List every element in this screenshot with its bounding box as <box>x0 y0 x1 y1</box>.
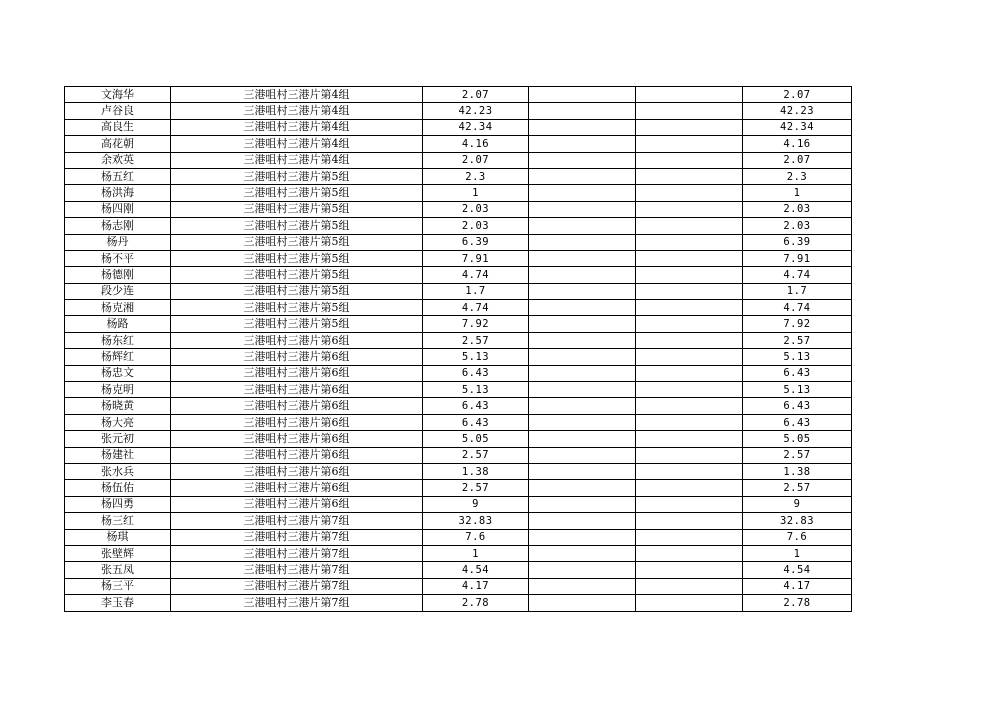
empty-cell <box>636 103 743 119</box>
area-cell: 5.13 <box>423 349 529 365</box>
location-cell: 三港咀村三港片第6组 <box>171 382 423 398</box>
location-cell: 三港咀村三港片第6组 <box>171 332 423 348</box>
table-row <box>65 103 852 119</box>
location-cell: 三港咀村三港片第7组 <box>171 562 423 578</box>
total-cell: 1.7 <box>743 283 852 299</box>
empty-cell <box>529 267 636 283</box>
table-row <box>65 300 852 316</box>
area-cell: 2.57 <box>423 480 529 496</box>
area-cell: 2.3 <box>423 168 529 184</box>
name-cell: 杨琪 <box>65 529 171 545</box>
table-row <box>65 595 852 611</box>
total-cell: 2.57 <box>743 332 852 348</box>
name-cell: 杨不平 <box>65 250 171 266</box>
name-cell: 高良生 <box>65 119 171 135</box>
name-cell: 卢谷良 <box>65 103 171 119</box>
location-cell: 三港咀村三港片第5组 <box>171 283 423 299</box>
total-cell: 4.16 <box>743 136 852 152</box>
empty-cell <box>529 349 636 365</box>
area-cell: 7.91 <box>423 250 529 266</box>
name-cell: 杨三平 <box>65 578 171 594</box>
total-cell: 6.39 <box>743 234 852 250</box>
total-cell: 2.07 <box>743 87 852 103</box>
area-cell: 4.74 <box>423 267 529 283</box>
table-row <box>65 119 852 135</box>
location-cell: 三港咀村三港片第6组 <box>171 480 423 496</box>
table-row <box>65 185 852 201</box>
empty-cell <box>529 250 636 266</box>
location-cell: 三港咀村三港片第6组 <box>171 463 423 479</box>
area-cell: 32.83 <box>423 513 529 529</box>
name-cell: 杨丹 <box>65 234 171 250</box>
empty-cell <box>529 513 636 529</box>
table-row <box>65 234 852 250</box>
empty-cell <box>636 250 743 266</box>
name-cell: 杨志刚 <box>65 218 171 234</box>
table-row <box>65 152 852 168</box>
total-cell: 5.05 <box>743 431 852 447</box>
table-row <box>65 316 852 332</box>
empty-cell <box>636 431 743 447</box>
empty-cell <box>529 234 636 250</box>
empty-cell <box>636 136 743 152</box>
name-cell: 杨大亮 <box>65 414 171 430</box>
total-cell: 6.43 <box>743 414 852 430</box>
location-cell: 三港咀村三港片第7组 <box>171 595 423 611</box>
table-row <box>65 447 852 463</box>
area-cell: 1.7 <box>423 283 529 299</box>
empty-cell <box>529 398 636 414</box>
table-row <box>65 218 852 234</box>
empty-cell <box>529 87 636 103</box>
total-cell: 42.23 <box>743 103 852 119</box>
area-cell: 2.57 <box>423 332 529 348</box>
empty-cell <box>636 185 743 201</box>
name-cell: 杨四勇 <box>65 496 171 512</box>
area-cell: 2.57 <box>423 447 529 463</box>
name-cell: 文海华 <box>65 87 171 103</box>
table-row <box>65 267 852 283</box>
name-cell: 杨路 <box>65 316 171 332</box>
area-cell: 42.34 <box>423 119 529 135</box>
empty-cell <box>636 562 743 578</box>
name-cell: 段少连 <box>65 283 171 299</box>
total-cell: 42.34 <box>743 119 852 135</box>
total-cell: 4.17 <box>743 578 852 594</box>
area-cell: 6.43 <box>423 398 529 414</box>
table-row <box>65 545 852 561</box>
empty-cell <box>636 87 743 103</box>
empty-cell <box>636 316 743 332</box>
empty-cell <box>636 382 743 398</box>
name-cell: 杨洪海 <box>65 185 171 201</box>
table-row <box>65 463 852 479</box>
empty-cell <box>529 562 636 578</box>
area-cell: 1 <box>423 545 529 561</box>
location-cell: 三港咀村三港片第6组 <box>171 349 423 365</box>
total-cell: 5.13 <box>743 349 852 365</box>
area-cell: 4.16 <box>423 136 529 152</box>
empty-cell <box>636 463 743 479</box>
empty-cell <box>529 332 636 348</box>
empty-cell <box>636 300 743 316</box>
name-cell: 杨克明 <box>65 382 171 398</box>
empty-cell <box>529 431 636 447</box>
table-row <box>65 201 852 217</box>
name-cell: 杨克湘 <box>65 300 171 316</box>
empty-cell <box>636 267 743 283</box>
empty-cell <box>529 414 636 430</box>
location-cell: 三港咀村三港片第6组 <box>171 414 423 430</box>
table-row <box>65 349 852 365</box>
area-cell: 1.38 <box>423 463 529 479</box>
name-cell: 张壁辉 <box>65 545 171 561</box>
location-cell: 三港咀村三港片第7组 <box>171 545 423 561</box>
area-cell: 2.03 <box>423 201 529 217</box>
area-cell: 2.07 <box>423 87 529 103</box>
area-cell: 42.23 <box>423 103 529 119</box>
empty-cell <box>636 480 743 496</box>
name-cell: 杨三红 <box>65 513 171 529</box>
table-body <box>65 87 852 612</box>
total-cell: 4.74 <box>743 300 852 316</box>
area-cell: 6.43 <box>423 414 529 430</box>
table-row <box>65 562 852 578</box>
area-cell: 7.92 <box>423 316 529 332</box>
total-cell: 9 <box>743 496 852 512</box>
empty-cell <box>636 595 743 611</box>
location-cell: 三港咀村三港片第7组 <box>171 578 423 594</box>
location-cell: 三港咀村三港片第7组 <box>171 513 423 529</box>
area-cell: 7.6 <box>423 529 529 545</box>
empty-cell <box>636 414 743 430</box>
empty-cell <box>636 119 743 135</box>
empty-cell <box>636 447 743 463</box>
empty-cell <box>636 349 743 365</box>
empty-cell <box>636 365 743 381</box>
name-cell: 张元初 <box>65 431 171 447</box>
empty-cell <box>529 185 636 201</box>
location-cell: 三港咀村三港片第7组 <box>171 529 423 545</box>
table-row <box>65 578 852 594</box>
location-cell: 三港咀村三港片第5组 <box>171 185 423 201</box>
name-cell: 杨四刚 <box>65 201 171 217</box>
name-cell: 杨东红 <box>65 332 171 348</box>
total-cell: 1.38 <box>743 463 852 479</box>
location-cell: 三港咀村三港片第5组 <box>171 250 423 266</box>
location-cell: 三港咀村三港片第6组 <box>171 431 423 447</box>
empty-cell <box>529 578 636 594</box>
total-cell: 4.74 <box>743 267 852 283</box>
location-cell: 三港咀村三港片第6组 <box>171 496 423 512</box>
empty-cell <box>636 201 743 217</box>
area-cell: 1 <box>423 185 529 201</box>
empty-cell <box>529 168 636 184</box>
area-cell: 4.54 <box>423 562 529 578</box>
area-cell: 5.05 <box>423 431 529 447</box>
empty-cell <box>636 529 743 545</box>
location-cell: 三港咀村三港片第6组 <box>171 365 423 381</box>
total-cell: 1 <box>743 185 852 201</box>
empty-cell <box>529 136 636 152</box>
area-cell: 6.43 <box>423 365 529 381</box>
empty-cell <box>529 152 636 168</box>
empty-cell <box>636 578 743 594</box>
total-cell: 7.6 <box>743 529 852 545</box>
empty-cell <box>636 398 743 414</box>
total-cell: 6.43 <box>743 398 852 414</box>
total-cell: 1 <box>743 545 852 561</box>
table-row <box>65 365 852 381</box>
name-cell: 李玉春 <box>65 595 171 611</box>
table-row <box>65 168 852 184</box>
name-cell: 杨建社 <box>65 447 171 463</box>
total-cell: 7.92 <box>743 316 852 332</box>
location-cell: 三港咀村三港片第5组 <box>171 316 423 332</box>
name-cell: 杨德刚 <box>65 267 171 283</box>
area-cell: 5.13 <box>423 382 529 398</box>
empty-cell <box>636 332 743 348</box>
name-cell: 杨辉红 <box>65 349 171 365</box>
total-cell: 2.03 <box>743 218 852 234</box>
empty-cell <box>529 103 636 119</box>
total-cell: 5.13 <box>743 382 852 398</box>
table-row <box>65 283 852 299</box>
empty-cell <box>636 234 743 250</box>
empty-cell <box>529 595 636 611</box>
location-cell: 三港咀村三港片第4组 <box>171 103 423 119</box>
total-cell: 2.3 <box>743 168 852 184</box>
table-row <box>65 87 852 103</box>
empty-cell <box>529 283 636 299</box>
total-cell: 2.78 <box>743 595 852 611</box>
total-cell: 4.54 <box>743 562 852 578</box>
table-row <box>65 414 852 430</box>
location-cell: 三港咀村三港片第4组 <box>171 87 423 103</box>
empty-cell <box>529 496 636 512</box>
table-row <box>65 431 852 447</box>
name-cell: 余欢英 <box>65 152 171 168</box>
location-cell: 三港咀村三港片第5组 <box>171 218 423 234</box>
total-cell: 32.83 <box>743 513 852 529</box>
empty-cell <box>636 513 743 529</box>
location-cell: 三港咀村三港片第6组 <box>171 398 423 414</box>
empty-cell <box>636 496 743 512</box>
name-cell: 张水兵 <box>65 463 171 479</box>
table-row <box>65 332 852 348</box>
empty-cell <box>529 480 636 496</box>
table-row <box>65 250 852 266</box>
empty-cell <box>529 447 636 463</box>
location-cell: 三港咀村三港片第4组 <box>171 136 423 152</box>
location-cell: 三港咀村三港片第5组 <box>171 267 423 283</box>
location-cell: 三港咀村三港片第5组 <box>171 201 423 217</box>
location-cell: 三港咀村三港片第6组 <box>171 447 423 463</box>
area-cell: 4.17 <box>423 578 529 594</box>
table-row <box>65 496 852 512</box>
total-cell: 2.03 <box>743 201 852 217</box>
table-row <box>65 529 852 545</box>
name-cell: 高花朝 <box>65 136 171 152</box>
empty-cell <box>636 545 743 561</box>
empty-cell <box>636 168 743 184</box>
empty-cell <box>636 152 743 168</box>
empty-cell <box>529 218 636 234</box>
area-cell: 9 <box>423 496 529 512</box>
total-cell: 2.57 <box>743 447 852 463</box>
table-row <box>65 513 852 529</box>
area-cell: 6.39 <box>423 234 529 250</box>
empty-cell <box>529 300 636 316</box>
total-cell: 7.91 <box>743 250 852 266</box>
table-row <box>65 480 852 496</box>
name-cell: 杨五红 <box>65 168 171 184</box>
empty-cell <box>529 545 636 561</box>
name-cell: 杨晓黄 <box>65 398 171 414</box>
empty-cell <box>529 382 636 398</box>
empty-cell <box>529 463 636 479</box>
empty-cell <box>636 218 743 234</box>
name-cell: 杨忠文 <box>65 365 171 381</box>
table-row <box>65 398 852 414</box>
empty-cell <box>529 201 636 217</box>
location-cell: 三港咀村三港片第5组 <box>171 300 423 316</box>
empty-cell <box>529 529 636 545</box>
data-table <box>64 86 852 612</box>
area-cell: 2.03 <box>423 218 529 234</box>
location-cell: 三港咀村三港片第4组 <box>171 152 423 168</box>
total-cell: 2.57 <box>743 480 852 496</box>
name-cell: 张五凤 <box>65 562 171 578</box>
name-cell: 杨伍佑 <box>65 480 171 496</box>
table-row <box>65 136 852 152</box>
location-cell: 三港咀村三港片第5组 <box>171 168 423 184</box>
empty-cell <box>529 316 636 332</box>
total-cell: 6.43 <box>743 365 852 381</box>
empty-cell <box>636 283 743 299</box>
location-cell: 三港咀村三港片第5组 <box>171 234 423 250</box>
location-cell: 三港咀村三港片第4组 <box>171 119 423 135</box>
empty-cell <box>529 119 636 135</box>
total-cell: 2.07 <box>743 152 852 168</box>
area-cell: 2.07 <box>423 152 529 168</box>
area-cell: 2.78 <box>423 595 529 611</box>
area-cell: 4.74 <box>423 300 529 316</box>
table-row <box>65 382 852 398</box>
empty-cell <box>529 365 636 381</box>
